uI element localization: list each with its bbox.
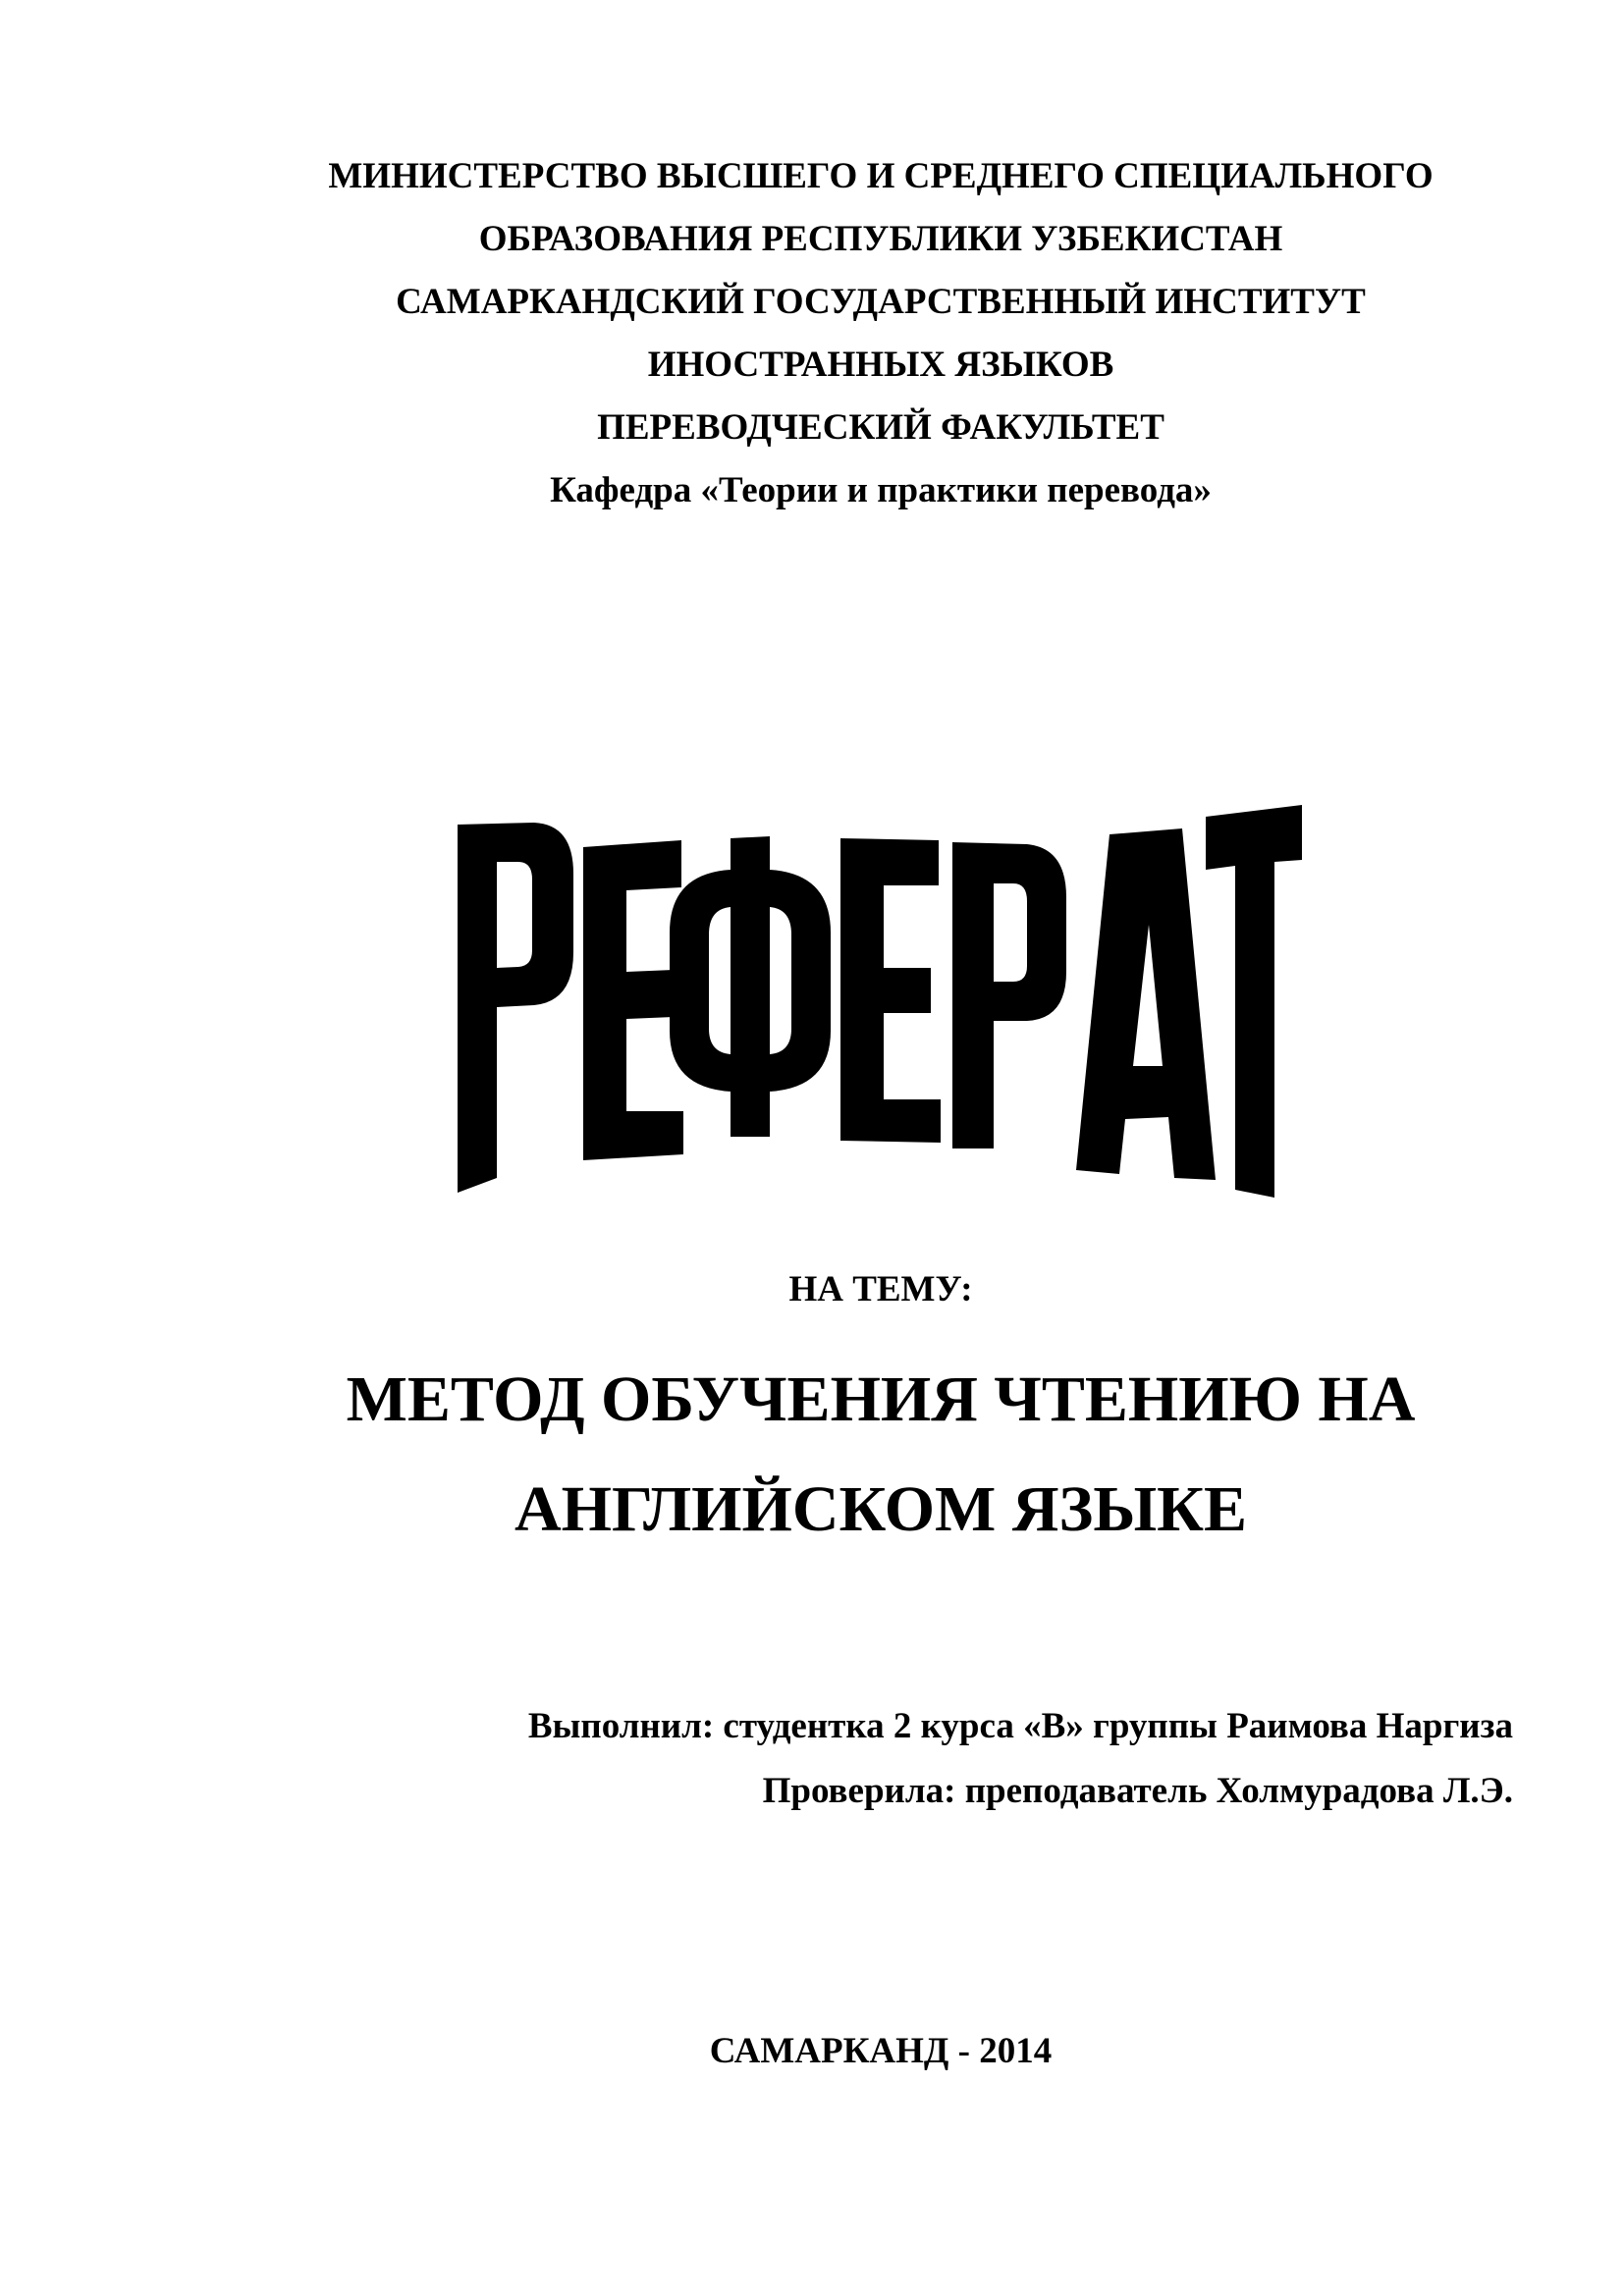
institute-line-1: САМАРКАНДСКИЙ ГОСУДАРСТВЕННЫЙ ИНСТИТУТ	[396, 282, 1366, 322]
referat-wordart-graphic	[458, 805, 1302, 1198]
topic-title-line-2: АНГЛИЙСКОМ ЯЗЫКЕ	[514, 1473, 1248, 1545]
institute-line-2: ИНОСТРАННЫХ ЯЗЫКОВ	[647, 345, 1114, 385]
author-line: Выполнил: студентка 2 курса «В» группы Раимова Наргиза	[527, 1706, 1513, 1746]
ministry-line-1: МИНИСТЕРСТВО ВЫСШЕГО И СРЕДНЕГО СПЕЦИАЛЬНОГО	[328, 156, 1434, 196]
topic-title	[0, 1345, 1624, 1565]
referat-wordart	[458, 805, 1302, 1198]
topic-label: НА ТЕМУ:	[788, 1269, 973, 1309]
city-year: САМАРКАНД - 2014	[709, 2031, 1053, 2071]
checker-line: Проверила: преподаватель Холмурадова Л.Э.	[762, 1771, 1513, 1811]
credits-block	[528, 1694, 1513, 1824]
department-line: Кафедра «Теории и практики перевода»	[550, 470, 1212, 510]
faculty-line: ПЕРЕВОДЧЕСКИЙ ФАКУЛЬТЕТ	[597, 407, 1164, 448]
institution-header	[0, 145, 1624, 522]
topic-title-line-1: МЕТОД ОБУЧЕНИЯ ЧТЕНИЮ НА	[346, 1363, 1416, 1435]
ministry-line-2: ОБРАЗОВАНИЯ РЕСПУБЛИКИ УЗБЕКИСТАН	[478, 219, 1283, 259]
